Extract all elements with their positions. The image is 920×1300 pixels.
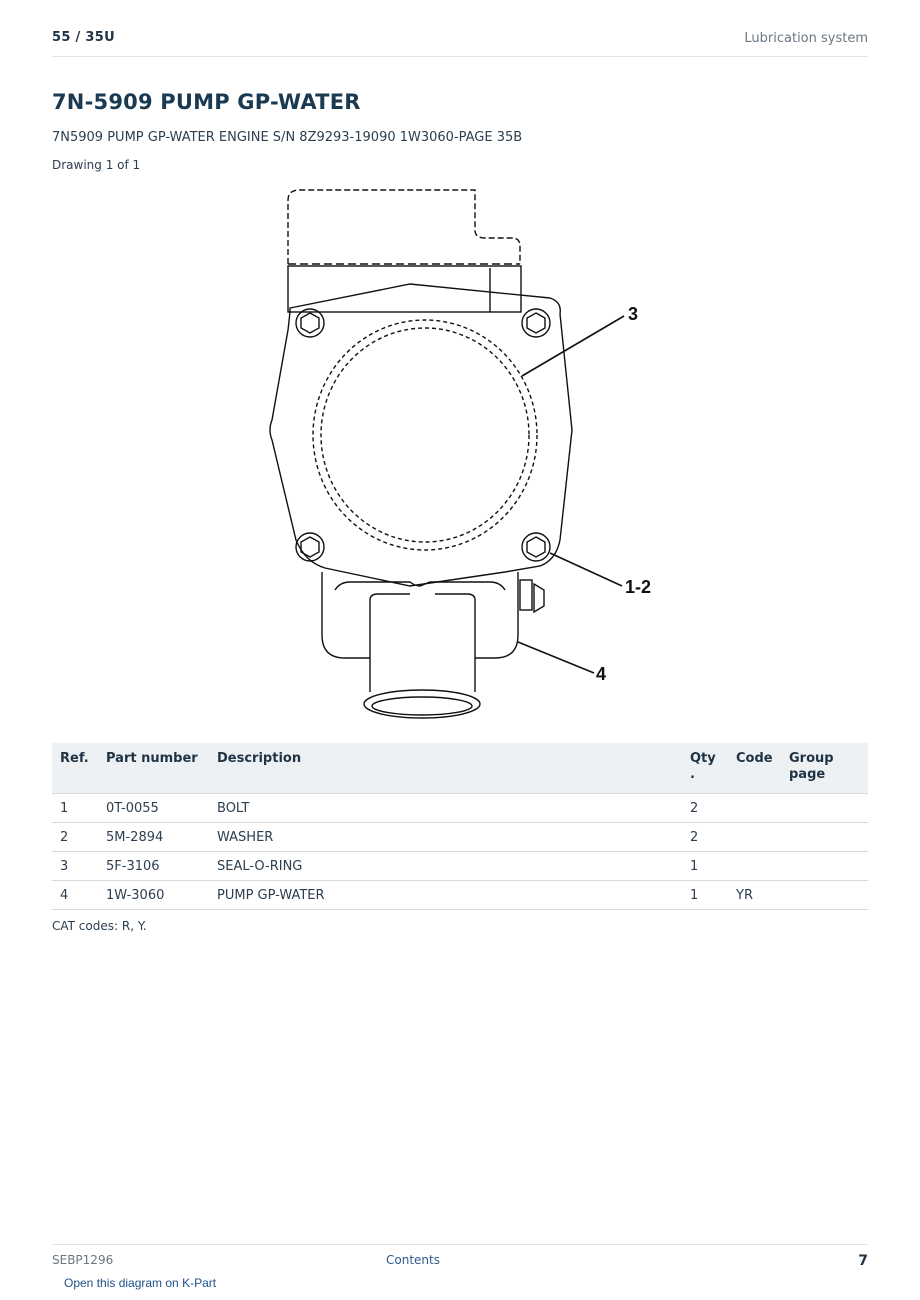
cell-description: PUMP GP-WATER [209, 881, 682, 910]
cell-ref: 4 [52, 881, 98, 910]
page-title: 7N-5909 PUMP GP-WATER [52, 90, 361, 114]
cell-description: WASHER [209, 823, 682, 852]
cell-code [728, 794, 781, 823]
cell-qty: 2 [682, 794, 728, 823]
cell-code [728, 823, 781, 852]
bolt-bottom-left [296, 533, 324, 561]
cell-ref: 2 [52, 823, 98, 852]
table-header-row [52, 743, 868, 794]
cell-ref: 1 [52, 794, 98, 823]
cell-part-number: 5M-2894 [98, 823, 209, 852]
col-qty: Qty . [682, 743, 728, 794]
cell-part-number: 1W-3060 [98, 881, 209, 910]
section-name: Lubrication system [744, 31, 868, 46]
lower-body [322, 572, 370, 658]
adapter-plate [288, 266, 521, 312]
cell-description: BOLT [209, 794, 682, 823]
callout-1-2: 1-2 [625, 577, 652, 597]
leader-4 [518, 642, 594, 673]
cell-qty: 2 [682, 823, 728, 852]
drawing-label: Drawing 1 of 1 [52, 158, 141, 172]
table-row [52, 852, 868, 881]
bolt-top-right [522, 309, 550, 337]
cell-group-page [781, 852, 868, 881]
cell-ref: 3 [52, 852, 98, 881]
kpart-link[interactable]: Open this diagram on K-Part [64, 1276, 217, 1290]
callout-3: 3 [628, 304, 639, 324]
bolt-bottom-right [522, 533, 550, 561]
page-header [52, 28, 868, 57]
col-part-number: Part number [98, 743, 209, 794]
pump-diagram [250, 180, 670, 725]
page-ref: 55 / 35U [52, 30, 115, 45]
col-code: Code [728, 743, 781, 794]
cell-part-number: 5F-3106 [98, 852, 209, 881]
cell-qty: 1 [682, 881, 728, 910]
col-ref: Ref. [52, 743, 98, 794]
parts-table [52, 743, 868, 910]
bolt-top-left [296, 309, 324, 337]
col-group-page: Group page [781, 743, 868, 794]
bore-inner [321, 328, 529, 542]
cell-group-page [781, 794, 868, 823]
table-row [52, 881, 868, 910]
table-row [52, 823, 868, 852]
cell-group-page [781, 881, 868, 910]
leader-3 [522, 316, 624, 376]
page-footer [52, 1244, 868, 1275]
cell-qty: 1 [682, 852, 728, 881]
contents-link[interactable]: Contents [386, 1253, 440, 1267]
table-row [52, 794, 868, 823]
side-plug [520, 580, 532, 610]
page-subtitle: 7N5909 PUMP GP-WATER ENGINE S/N 8Z9293-19090 1W3060-PAGE 35B [52, 130, 523, 145]
callout-4: 4 [596, 664, 607, 684]
bore-outer [313, 320, 537, 550]
cell-code [728, 852, 781, 881]
outlet-flange [364, 690, 480, 718]
cell-group-page [781, 823, 868, 852]
leader-1-2 [550, 553, 622, 586]
doc-id: SEBP1296 [52, 1253, 114, 1267]
col-description: Description [209, 743, 682, 794]
cell-part-number: 0T-0055 [98, 794, 209, 823]
cell-code: YR [728, 881, 781, 910]
cat-codes: CAT codes: R, Y. [52, 919, 147, 933]
page-number: 7 [858, 1253, 868, 1269]
upper-housing [288, 190, 520, 264]
cell-description: SEAL-O-RING [209, 852, 682, 881]
